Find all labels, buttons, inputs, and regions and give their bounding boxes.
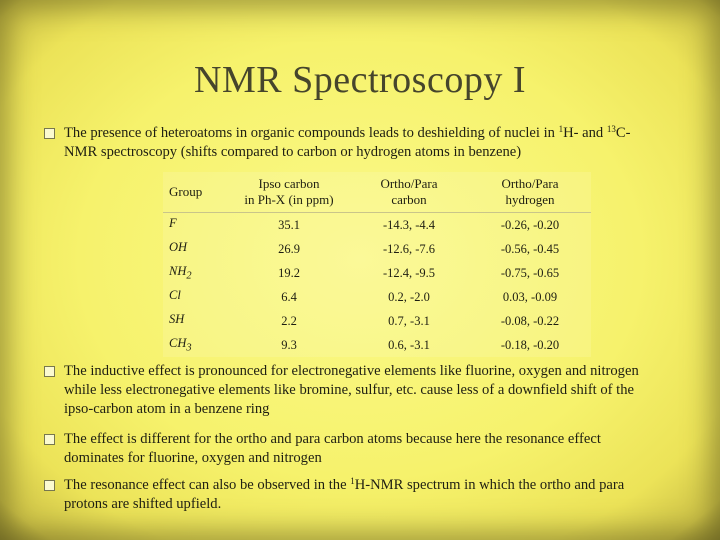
bullet-4-text-a: The resonance effect can also be observed in the	[64, 477, 351, 493]
group-cell: $CH_3$	[169, 336, 192, 354]
bullet-4	[64, 476, 664, 514]
bullet-marker-icon	[44, 480, 55, 491]
ortho-para-hydrogen-cell: 0.03, -0.09	[502, 289, 558, 304]
bullet-3	[64, 430, 664, 468]
table-row	[163, 261, 591, 285]
ortho-para-carbon-cell: -12.4, -9.5	[382, 265, 436, 280]
bullet-2-text: The inductive effect is pronounced for electronegative elements like fluorine, oxygen and nitrogen while less electronegative elements like bromine, sulfur, etc. cause less of a downfield shift of the ipso-carbon atom in a benzene ring	[64, 363, 639, 417]
ipso-cell: 35.1	[229, 213, 349, 238]
bullet-marker-icon	[44, 128, 55, 139]
table-row	[163, 333, 591, 357]
ortho-para-hydrogen-cell: -0.08, -0.22	[500, 313, 560, 328]
ipso-cell: 2.2	[281, 313, 297, 328]
bullet-1-sup-13: 13	[606, 124, 616, 134]
table-header-row	[163, 172, 591, 213]
ortho-para-carbon-cell: -14.3, -4.4	[349, 213, 469, 238]
ipso-cell: 19.2	[278, 265, 300, 280]
ipso-cell: 6.4	[281, 289, 297, 304]
bullet-3-text: The effect is different for the ortho and para carbon atoms because here the resonance effect dominates for fluorine, oxygen and nitrogen	[64, 431, 601, 466]
ortho-para-carbon-cell: 0.7, -3.1	[388, 313, 430, 328]
group-cell: OH	[169, 240, 188, 255]
ortho-para-hydrogen-cell: -0.26, -0.20	[469, 213, 591, 238]
table-row	[163, 213, 591, 238]
table-row	[163, 237, 591, 261]
bullet-marker-icon	[44, 434, 55, 445]
bullet-marker-icon	[44, 366, 55, 377]
bullet-1-text-c: C-NMR spectroscopy (shifts compared to carbon or hydrogen atoms in benzene)	[64, 125, 631, 160]
slide-title: NMR Spectroscopy I	[194, 59, 526, 101]
header-group: Group	[169, 184, 203, 199]
bullet-1	[64, 124, 634, 162]
ortho-para-hydrogen-cell: -0.56, -0.45	[500, 241, 560, 256]
table-row	[163, 309, 591, 333]
bullet-1-text-b: H- and	[563, 125, 607, 141]
group-cell: $NH_2$	[169, 264, 192, 282]
group-cell: SH	[169, 312, 185, 327]
ipso-cell: 9.3	[281, 337, 297, 352]
ortho-para-hydrogen-cell: -0.75, -0.65	[500, 265, 560, 280]
bullet-4-text-b: H-NMR spectrum in which the ortho and para protons are shifted upfield.	[64, 477, 625, 512]
ortho-para-carbon-cell: -12.6, -7.6	[382, 241, 436, 256]
ortho-para-carbon-cell: 0.6, -3.1	[388, 337, 430, 352]
header-ipso-carbon: Ipso carbon in Ph-X (in ppm)	[244, 176, 334, 207]
ortho-para-carbon-cell: 0.2, -2.0	[388, 289, 430, 304]
bullet-1-sup-1: 1	[558, 124, 564, 134]
ortho-para-hydrogen-cell: -0.18, -0.20	[500, 337, 560, 352]
nmr-shift-table	[163, 172, 591, 357]
group-cell: F	[163, 213, 229, 238]
header-ortho-para-carbon: Ortho/Para carbon	[380, 176, 438, 207]
bullet-1-text-a: The presence of heteroatoms in organic compounds leads to deshielding of nuclei in	[64, 125, 559, 141]
bullet-4-sup-1: 1	[350, 476, 355, 486]
ipso-cell: 26.9	[278, 241, 300, 256]
bullet-2	[64, 362, 650, 419]
table-row	[163, 285, 591, 309]
group-cell: Cl	[169, 288, 181, 303]
header-ortho-para-hydrogen: Ortho/Para hydrogen	[501, 176, 559, 207]
